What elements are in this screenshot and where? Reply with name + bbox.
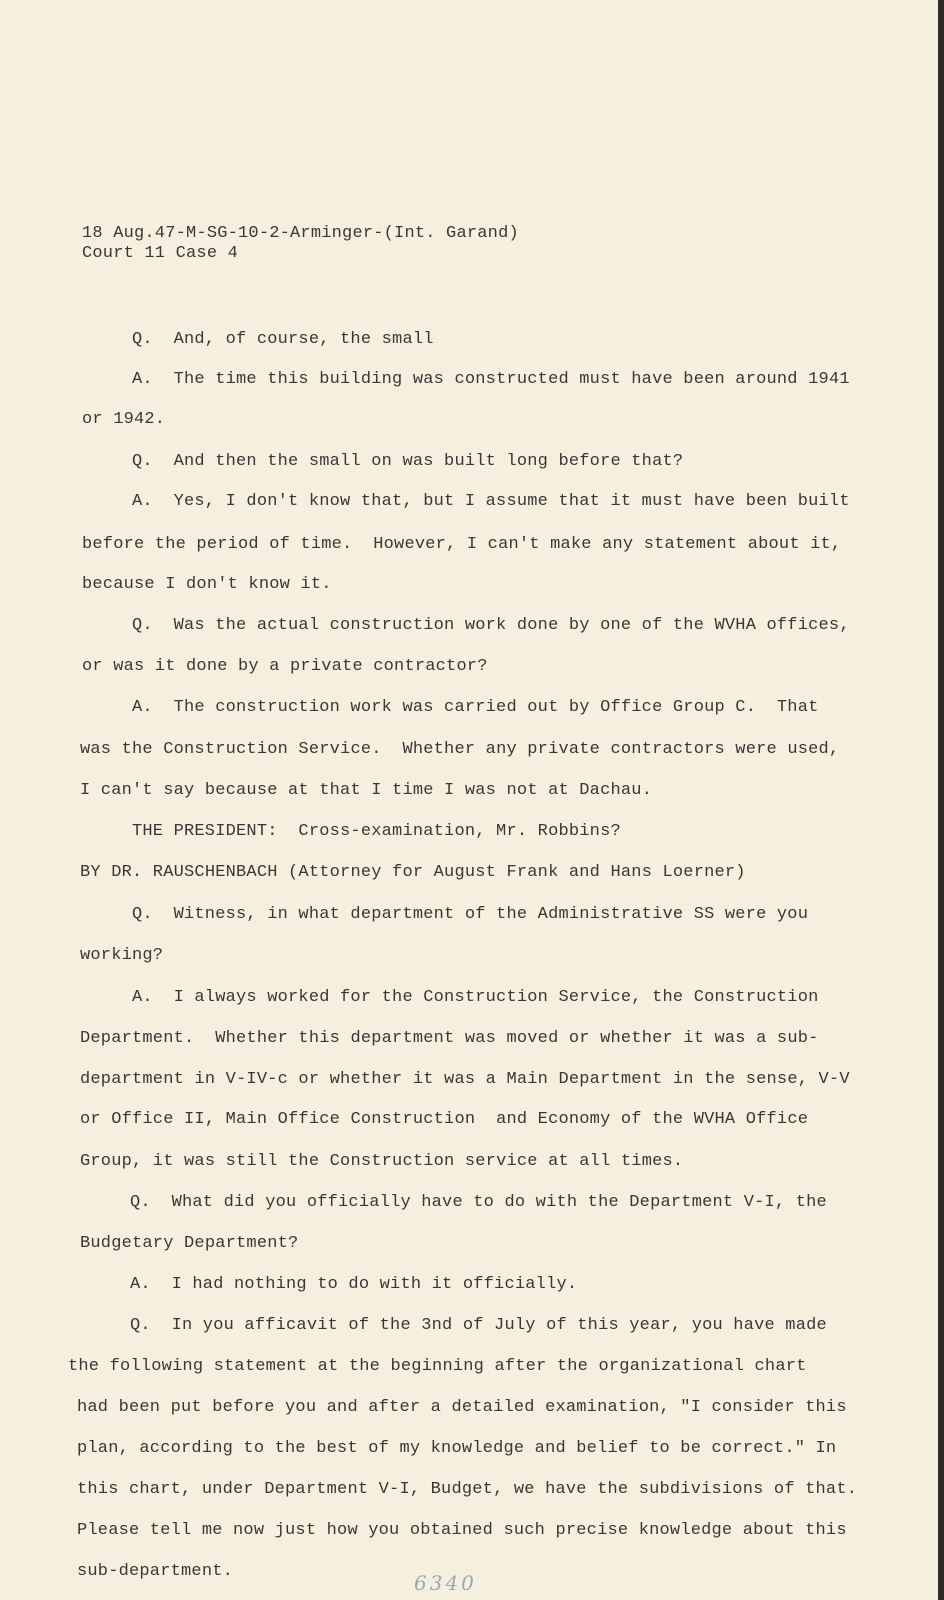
transcript-line: because I don't know it. bbox=[82, 575, 332, 594]
transcript-line: I can't say because at that I time I was not at Dachau. bbox=[80, 781, 653, 800]
transcript-line: this chart, under Department V-I, Budget, we have the subdivisions of that. bbox=[77, 1480, 858, 1499]
transcript-line: Q. And then the small on was built long before that? bbox=[132, 452, 684, 471]
transcript-line: A. The construction work was carried out by Office Group C. That bbox=[132, 698, 819, 717]
transcript-line: or 1942. bbox=[82, 410, 166, 429]
header-line-2: Court 11 Case 4 bbox=[82, 244, 239, 263]
handwritten-page-number: 6340 bbox=[414, 1571, 477, 1595]
transcript-line: or was it done by a private contractor? bbox=[82, 657, 488, 676]
transcript-line: A. The time this building was constructed must have been around 1941 bbox=[132, 370, 850, 389]
transcript-line: the following statement at the beginning after the organizational chart bbox=[68, 1357, 807, 1376]
transcript-line: had been put before you and after a detailed examination, "I consider this bbox=[77, 1398, 847, 1417]
transcript-line: Q. In you afficavit of the 3nd of July of this year, you have made bbox=[130, 1316, 827, 1335]
transcript-line: Group, it was still the Construction service at all times. bbox=[80, 1152, 684, 1171]
transcript-line: sub-department. bbox=[77, 1562, 234, 1581]
transcript-line: Department. Whether this department was moved or whether it was a sub- bbox=[80, 1029, 819, 1048]
transcript-line: department in V-IV-c or whether it was a Main Department in the sense, V-V bbox=[80, 1070, 850, 1089]
transcript-line: plan, according to the best of my knowledge and belief to be correct." In bbox=[77, 1439, 837, 1458]
transcript-line: Q. Was the actual construction work done by one of the WVHA offices, bbox=[132, 616, 850, 635]
transcript-line: Q. What did you officially have to do with the Department V-I, the bbox=[130, 1193, 827, 1212]
transcript-line: A. I always worked for the Construction Service, the Construction bbox=[132, 988, 819, 1007]
transcript-line: Q. And, of course, the small bbox=[132, 330, 434, 349]
transcript-line: THE PRESIDENT: Cross-examination, Mr. Robbins? bbox=[132, 822, 621, 841]
header-line-1: 18 Aug.47-M-SG-10-2-Arminger-(Int. Garand) bbox=[82, 224, 519, 243]
transcript-line: A. Yes, I don't know that, but I assume that it must have been built bbox=[132, 492, 850, 511]
transcript-line: Q. Witness, in what department of the Administrative SS were you bbox=[132, 905, 809, 924]
transcript-line: Budgetary Department? bbox=[80, 1234, 299, 1253]
transcript-line: BY DR. RAUSCHENBACH (Attorney for August Frank and Hans Loerner) bbox=[80, 863, 746, 882]
transcript-line: A. I had nothing to do with it officially. bbox=[130, 1275, 578, 1294]
transcript-line: Please tell me now just how you obtained such precise knowledge about this bbox=[77, 1521, 847, 1540]
transcript-line: or Office II, Main Office Construction and Economy of the WVHA Office bbox=[80, 1110, 809, 1129]
transcript-line: was the Construction Service. Whether any private contractors were used, bbox=[80, 740, 840, 759]
transcript-line: working? bbox=[80, 946, 164, 965]
transcript-line: before the period of time. However, I can't make any statement about it, bbox=[82, 535, 842, 554]
